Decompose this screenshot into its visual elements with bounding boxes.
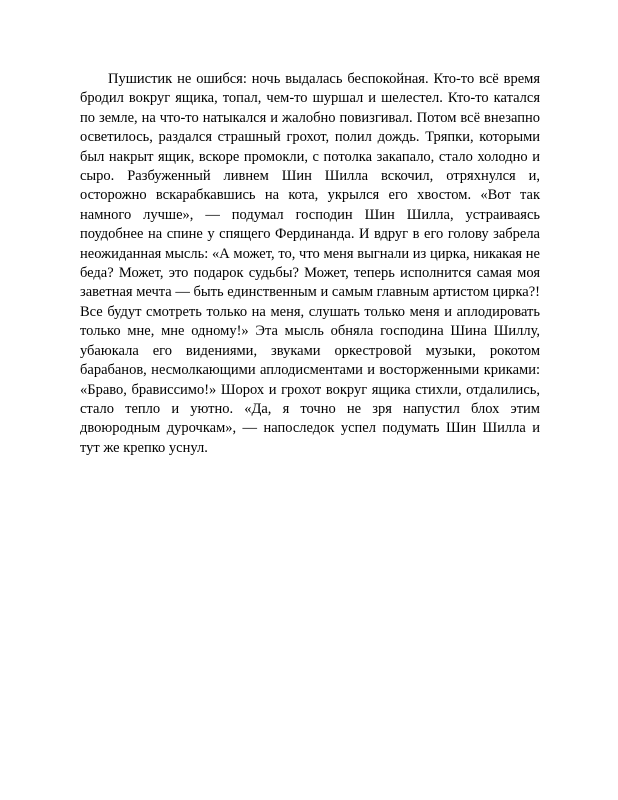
body-paragraph: Пушистик не ошибся: ночь выдалась беспокойная. Кто-то всё время бродил вокруг ящика, топал, чем-то шуршал и шелестел. Кто-то катался по земле, на что-то натыкался и жалобно повизгивал. Потом всё внезапно осветилось, раздался страшный грохот, полил дождь. Тряпки, которыми был накрыт ящик, вскоре промокли, с потолка закапало, стало холодно и сыро. Разбуженный ливнем Шин Шилла вскочил, отряхнулся и, осторожно вскарабкавшись на кота, укрылся его хвостом. «Вот так намного лучше», — подумал господин Шин Шилла, устраиваясь поудобнее на спине у спящего Фердинанда. И вдруг в его голову забрела неожиданная мысль: «А может, то, что меня выгнали из цирка, никакая не беда? Может, это подарок судьбы? Может, теперь исполнится самая моя заветная мечта — быть единственным и самым главным артистом цирка?! Все будут смотреть только на меня, слушать только меня и аплодировать только мне, мне одному!» Эта мысль обняла господина Шина Шиллу, убаюкала его видениями, звуками оркестровой музыки, рокотом барабанов, несмолкающими аплодисментами и восторженными криками: «Браво, брависсимо!» Шорох и грохот вокруг ящика стихли, отдалились, стало тепло и уютно. «Да, я точно не зря напустил блох этим двоюродным дурочкам», — напоследок успел подумать Шин Шилла и тут же крепко уснул.	[80, 71, 540, 456]
